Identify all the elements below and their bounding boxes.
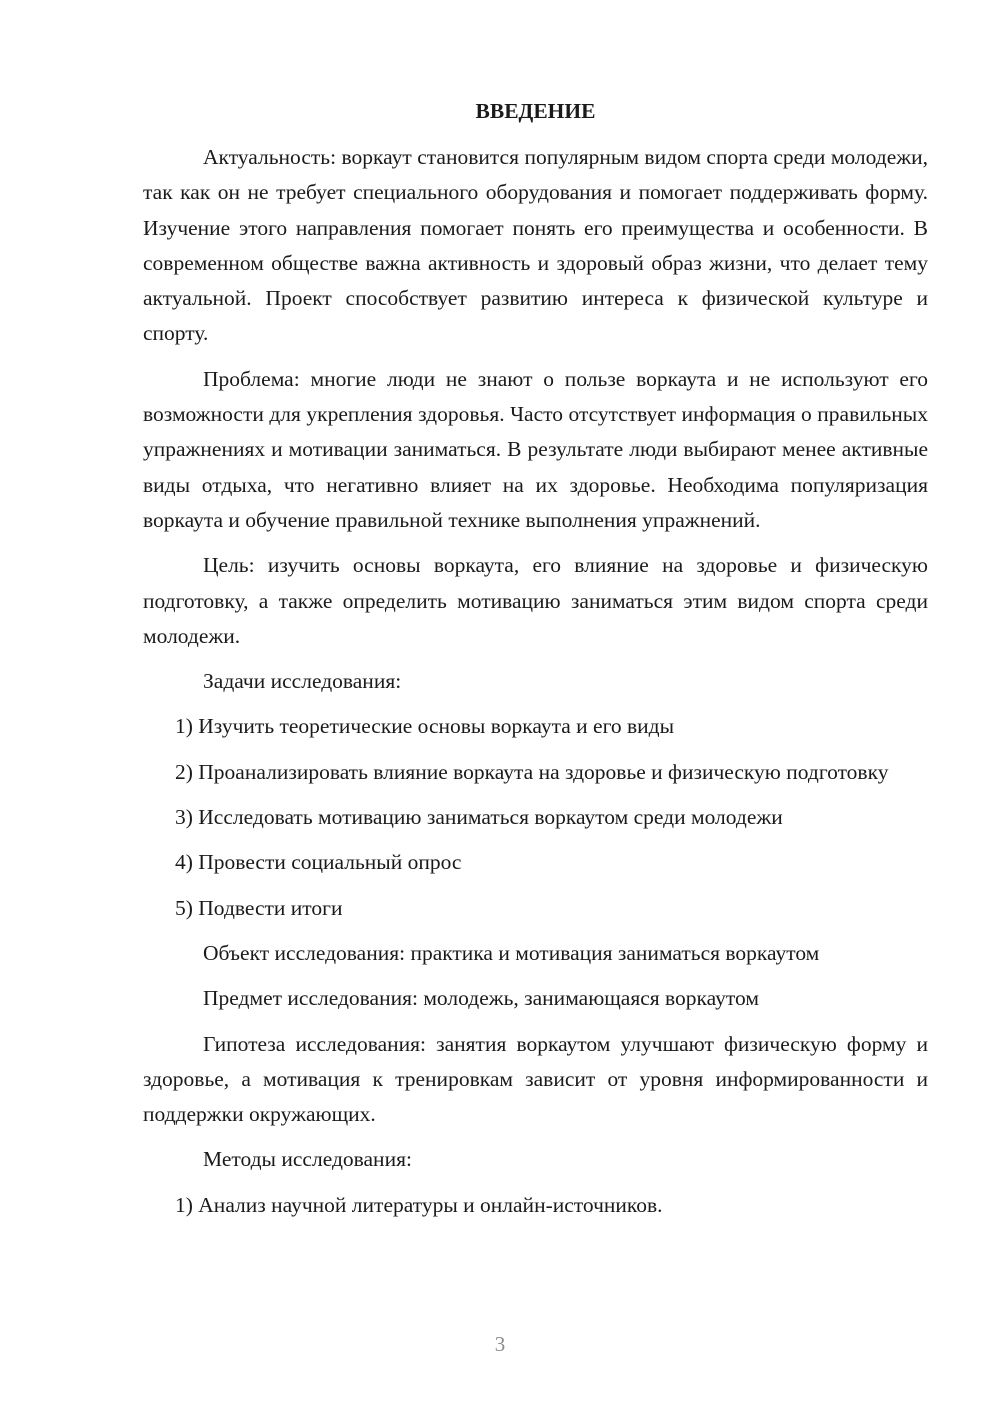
methods-heading: Методы исследования: (203, 1147, 412, 1172)
goal-paragraph: Цель: изучить основы воркаута, его влияние на здоровье и физическую подготовку, а также определить мотивацию заниматься этим видом спорта среди молодежи. (143, 553, 928, 648)
method-item: 1) Анализ научной литературы и онлайн-источников. (175, 1192, 663, 1217)
task-item: 2) Проанализировать влияние воркаута на здоровье и физическую подготовку (175, 759, 889, 784)
task-item: 1) Изучить теоретические основы воркаута и его виды (175, 714, 675, 739)
task-item: 5) Подвести итоги (175, 895, 343, 920)
tasks-heading: Задачи исследования: (203, 669, 402, 694)
methods-list (143, 1188, 928, 1223)
relevance-paragraph: Актуальность: воркаут становится популярным видом спорта среди молодежи, так как он не требует специального оборудования и помогает поддерживать форму. Изучение этого направления помогает понять его преимущества и особенности. В современном обществе важна активность и здоровый образ жизни, что делает тему актуальной. Проект способствует развитию интереса к физической культуре и спорту. (143, 145, 928, 346)
object-line: Объект исследования: практика и мотивация заниматься воркаутом (203, 940, 820, 965)
section-title: ВВЕДЕНИЕ (475, 99, 596, 123)
task-item: 3) Исследовать мотивацию заниматься воркаутом среди молодежи (175, 805, 783, 830)
page-number: 3 (494, 1332, 506, 1356)
hypothesis-paragraph: Гипотеза исследования: занятия воркаутом улучшают физическую форму и здоровье, а мотивация к тренировкам зависит от уровня информированности и поддержки окружающих. (143, 1031, 928, 1127)
problem-paragraph: Проблема: многие люди не знают о пользе воркаута и не используют его возможности для укрепления здоровья. Часто отсутствует информация о правильных упражнениях и мотивации заниматься. В результате люди выбирают менее активные виды отдыха, что негативно влияет на их здоровье. Необходима популяризация воркаута и обучение правильной технике выполнения упражнений. (143, 366, 928, 532)
tasks-list (143, 709, 928, 925)
page-content (143, 96, 928, 1233)
task-item: 4) Провести социальный опрос (175, 850, 462, 875)
subject-line: Предмет исследования: молодежь, занимающаяся воркаутом (203, 986, 759, 1011)
